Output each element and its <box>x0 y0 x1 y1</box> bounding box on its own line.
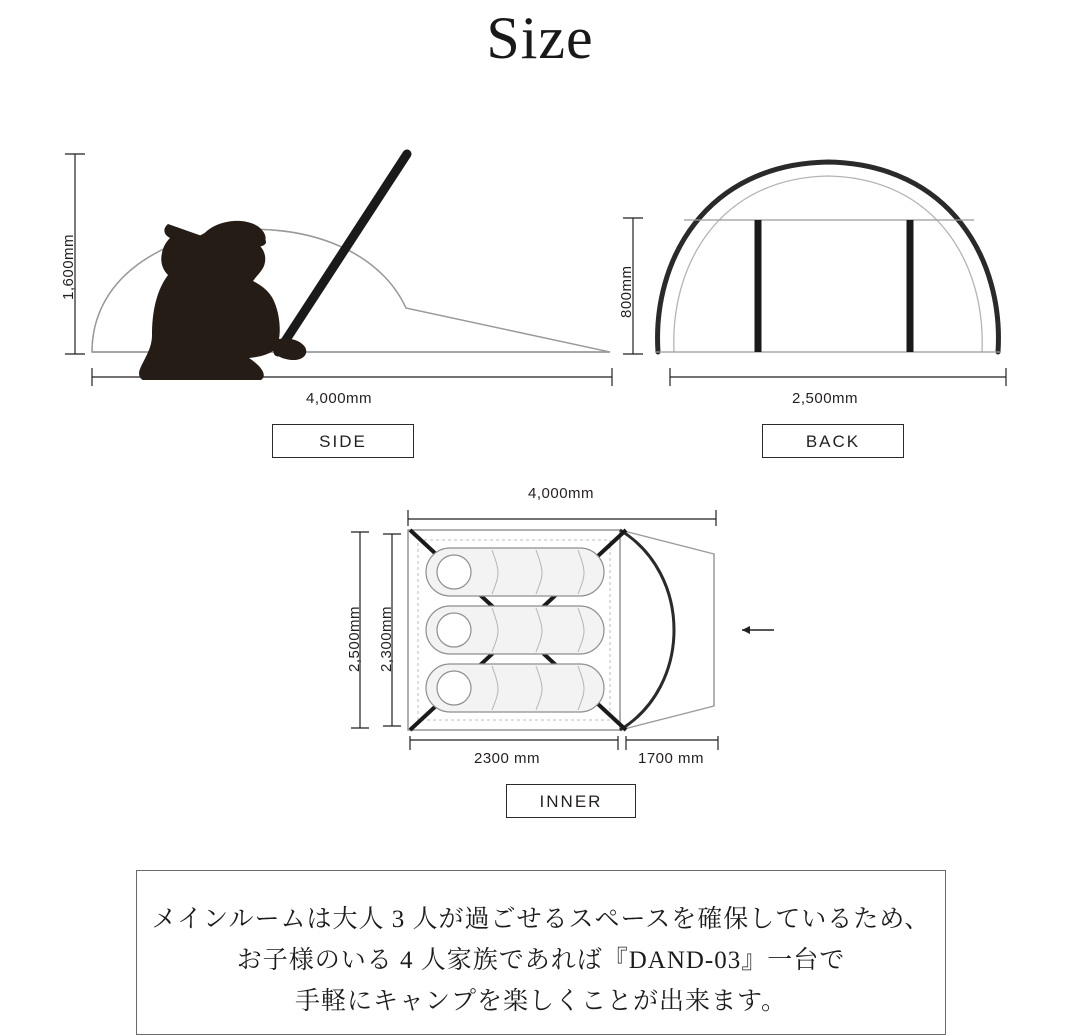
sleeping-bag <box>426 606 604 654</box>
inner-view-drawing <box>396 524 796 736</box>
note-line-3: 手軽にキャンプを楽しくことが出来ます。 <box>294 988 787 1015</box>
inner-outer-depth-label: 2,500mm <box>346 605 363 672</box>
entry-arrow-icon <box>742 626 774 634</box>
description-note <box>136 870 946 1035</box>
side-width-dimension <box>88 366 616 388</box>
side-view-figure <box>50 140 650 380</box>
side-height-label: 1,600mm <box>60 233 77 300</box>
back-view-figure <box>636 140 1036 380</box>
note-line-2: お子様のいる 4 人家族であれば『DAND-03』一台で <box>236 947 846 974</box>
back-outer-pole <box>658 162 999 352</box>
back-caption: BACK <box>762 424 904 458</box>
inner-top-width-label: 4,000mm <box>528 485 595 502</box>
side-caption: SIDE <box>272 424 414 458</box>
inner-caption: INNER <box>506 784 636 818</box>
seated-person-silhouette <box>139 221 306 380</box>
back-width-dimension <box>666 366 1010 388</box>
sleeping-bag <box>426 548 604 596</box>
back-view-drawing <box>636 140 1036 380</box>
page-title: Size <box>486 5 594 71</box>
back-height-label: 800mm <box>618 265 635 318</box>
note-line-1: メインルームは大人 3 人が過ごせるスペースを確保しているため、 <box>151 906 931 933</box>
vestibule-outline <box>620 530 714 730</box>
inner-top-width-dimension <box>404 504 720 526</box>
side-pole <box>278 154 407 352</box>
back-width-label: 2,500mm <box>792 390 859 407</box>
vestibule-door-arc <box>620 530 674 730</box>
inner-inner-depth-label: 2,300mm <box>378 605 395 672</box>
side-view-drawing <box>50 140 650 380</box>
sleeping-bag <box>426 664 604 712</box>
vestibule-width-label: 1700 mm <box>638 750 705 767</box>
inner-room-width-label: 2300 mm <box>474 750 541 767</box>
inner-view-figure <box>396 524 796 736</box>
back-inner-shell <box>674 176 982 352</box>
side-rear-slope <box>406 308 610 352</box>
side-width-label: 4,000mm <box>306 390 373 407</box>
